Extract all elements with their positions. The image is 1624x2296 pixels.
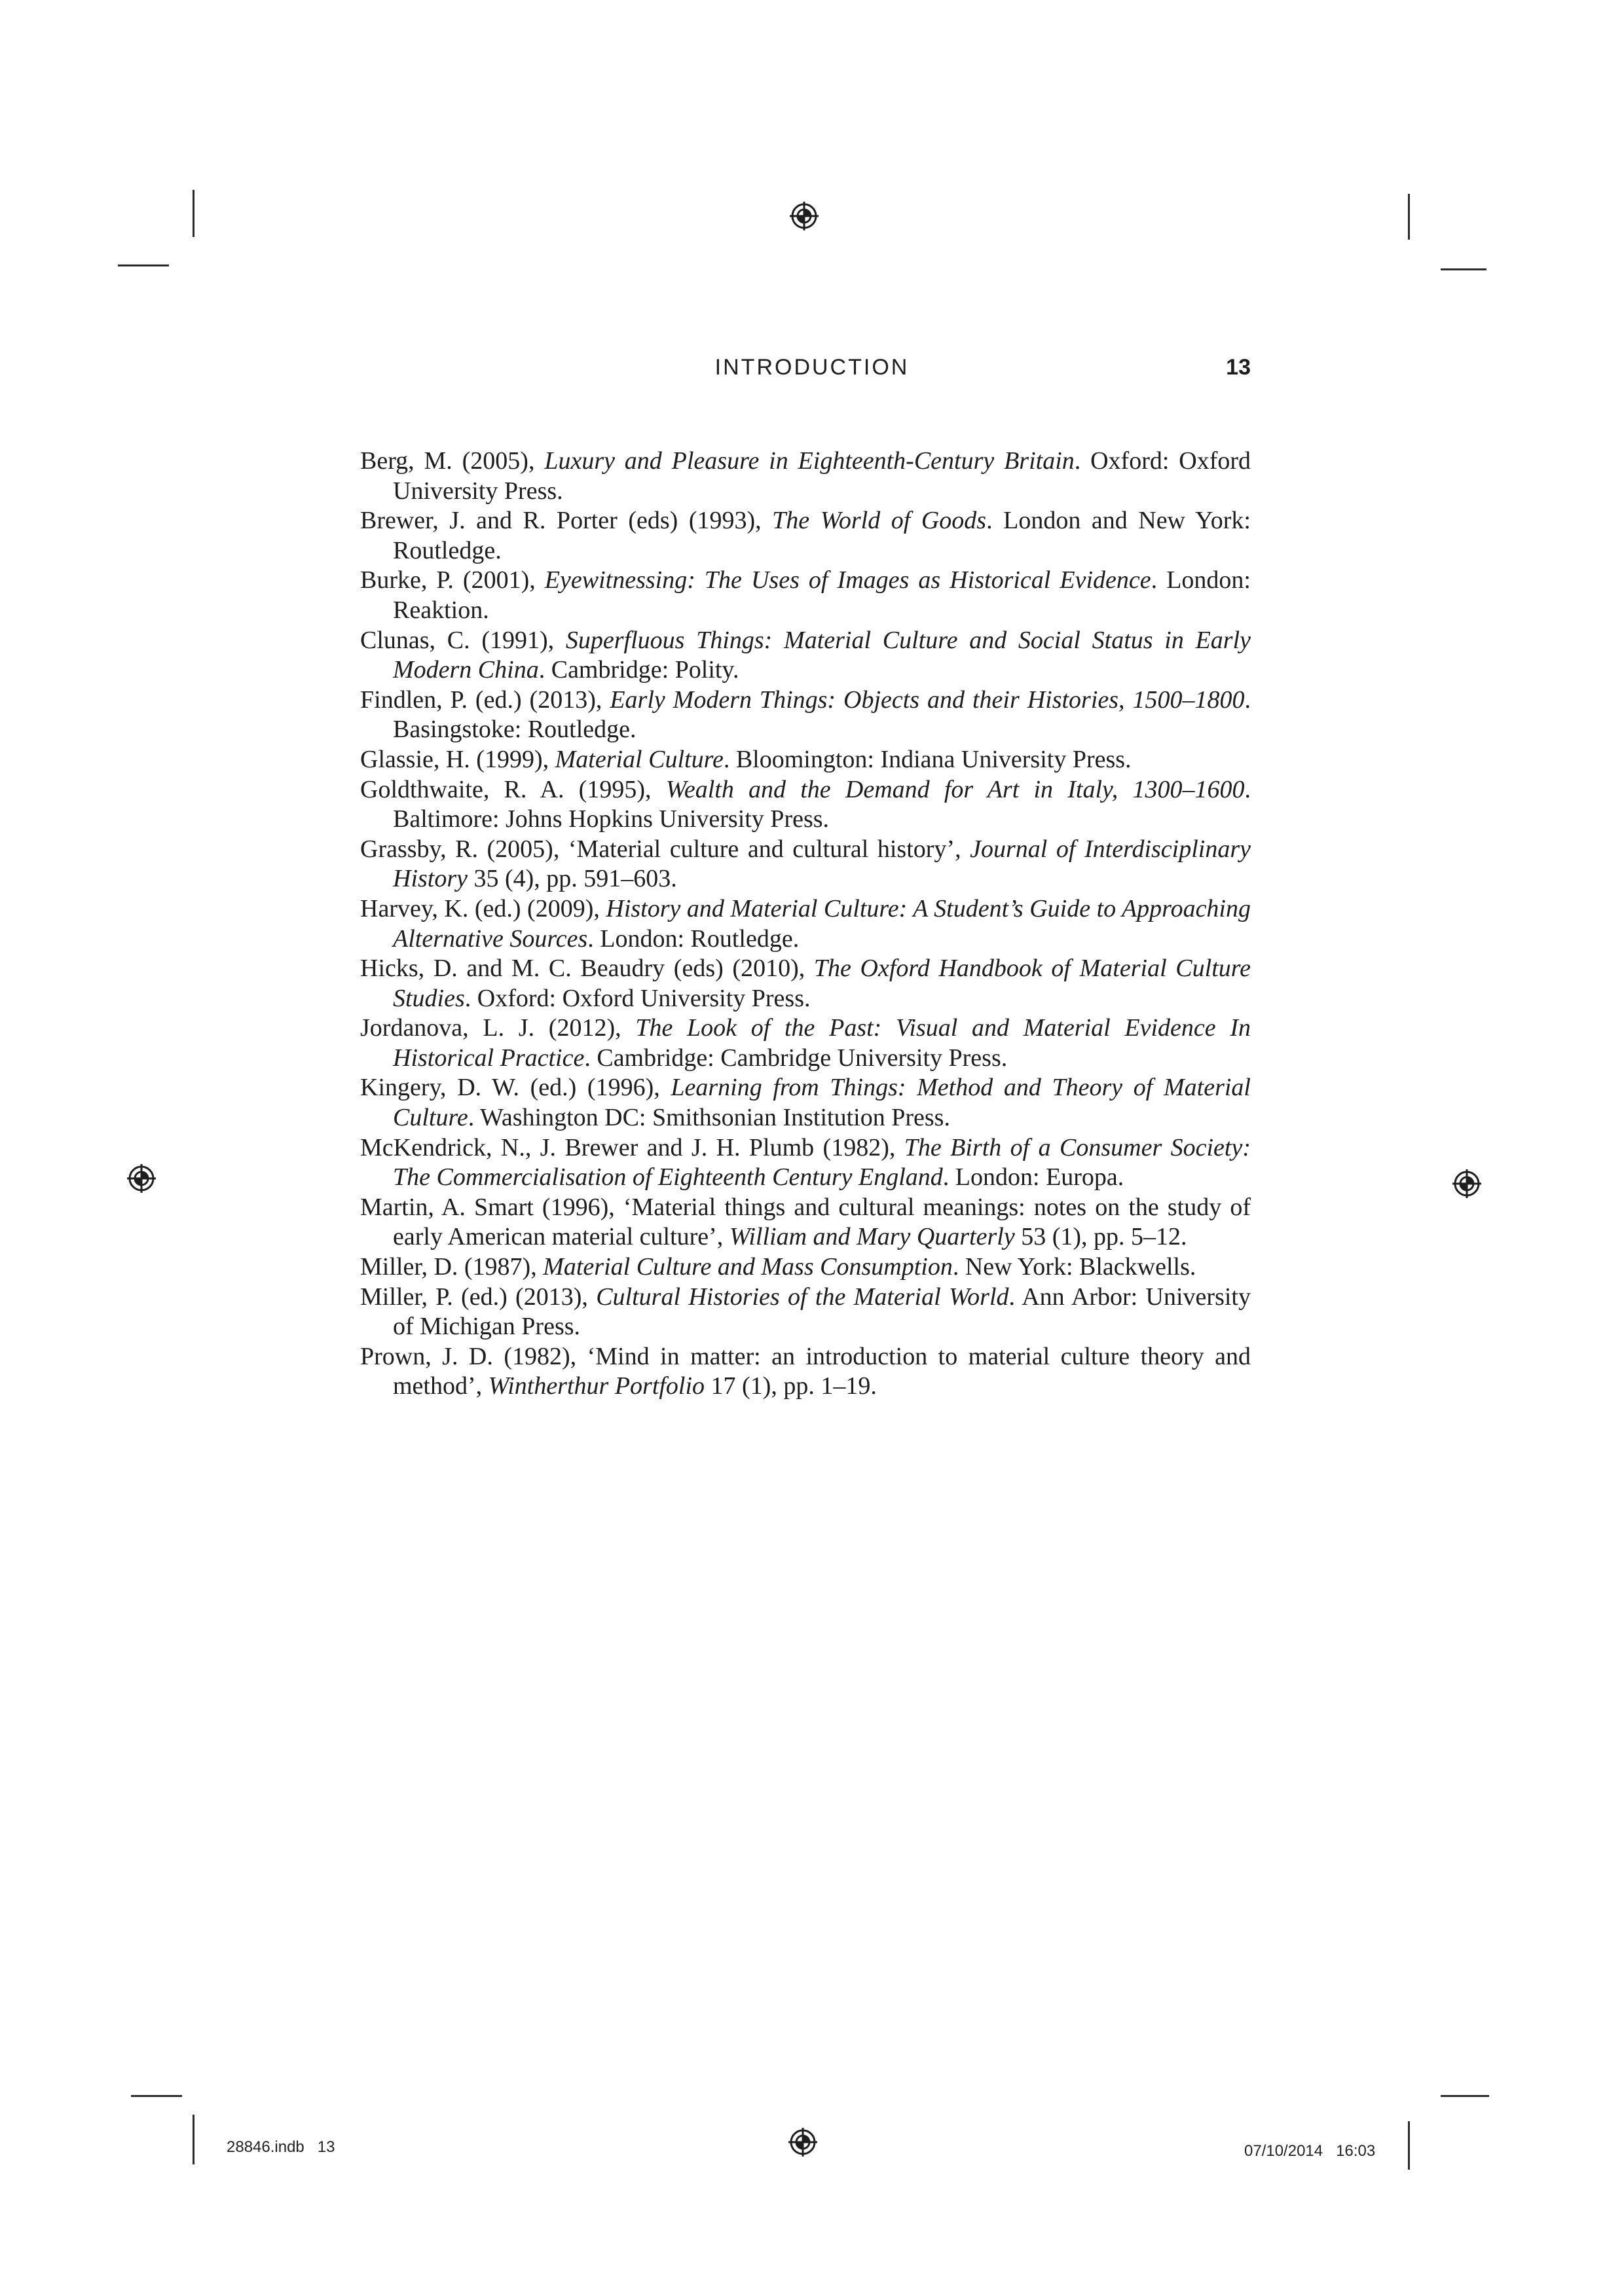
reference-publication: . Baltimore: Johns Hopkins University Press.: [393, 775, 1251, 833]
reference-entry: [360, 1013, 1251, 1073]
reference-publication: . London: Routledge.: [587, 924, 800, 953]
running-title: INTRODUCTION: [714, 355, 910, 380]
reference-authors-year: Burke, P. (2001),: [360, 566, 545, 594]
reference-authors-year: Martin, A. Smart (1996), ‘Material things and cultural meanings: notes on the study of early American material culture’,: [360, 1193, 1251, 1251]
reference-authors-year: Miller, D. (1987),: [360, 1253, 544, 1281]
reference-publication: . Basingstoke: Routledge.: [393, 685, 1251, 744]
crop-mark: [1408, 194, 1410, 240]
reference-authors-year: McKendrick, N., J. Brewer and J. H. Plumb (1982),: [360, 1133, 904, 1161]
page-number: 13: [1226, 355, 1251, 380]
reference-entry: [360, 626, 1251, 685]
reference-entry: [360, 566, 1251, 625]
reference-publication: . New York: Blackwells.: [952, 1253, 1196, 1281]
registration-mark-icon: [788, 200, 820, 232]
registration-mark-icon: [787, 2126, 819, 2158]
reference-title: The Oxford Handbook of Material Culture Studies: [393, 955, 1251, 1012]
slug-file: 28846.indb 13: [227, 2138, 335, 2156]
reference-title: Superfluous Things: Material Culture and Social Status in Early Modern China: [393, 626, 1251, 684]
reference-entry: [360, 1283, 1251, 1342]
reference-authors-year: Jordanova, L. J. (2012),: [360, 1014, 636, 1042]
reference-publication: . London: Europa.: [942, 1163, 1124, 1192]
reference-authors-year: Hicks, D. and M. C. Beaudry (eds) (2010),: [360, 955, 814, 983]
crop-mark: [1441, 2095, 1489, 2097]
reference-title: Material Culture: [555, 745, 724, 773]
reference-title: Wintherthur Portfolio: [488, 1372, 705, 1400]
reference-authors-year: Goldthwaite, R. A. (1995),: [360, 775, 666, 803]
reference-title: William and Mary Quarterly: [729, 1223, 1015, 1251]
reference-title: Wealth and the Demand for Art in Italy, 1300–1600: [665, 775, 1245, 803]
reference-list: [360, 446, 1251, 1402]
reference-authors-year: Clunas, C. (1991),: [360, 626, 566, 654]
reference-publication: . Bloomington: Indiana University Press.: [723, 745, 1132, 773]
reference-entry: [360, 894, 1251, 954]
crop-mark: [131, 2095, 182, 2097]
crop-mark: [118, 264, 169, 266]
reference-entry: [360, 446, 1251, 506]
reference-publication: . Cambridge: Polity.: [538, 656, 739, 684]
reference-authors-year: Glassie, H. (1999),: [360, 745, 555, 773]
reference-title: The Birth of a Consumer Society: The Commercialisation of Eighteenth Century England: [393, 1133, 1251, 1192]
reference-entry: [360, 745, 1251, 775]
reference-title: History and Material Culture: A Student’s Guide to Approaching Alternative Sources: [393, 894, 1251, 953]
reference-authors-year: Berg, M. (2005),: [360, 447, 545, 475]
reference-publication: . London and New York: Routledge.: [393, 507, 1251, 564]
reference-entry: [360, 506, 1251, 566]
slug-timestamp: 07/10/2014 16:03: [1244, 2142, 1376, 2160]
reference-publication: 53 (1), pp. 5–12.: [1014, 1223, 1187, 1251]
reference-title: Early Modern Things: Objects and their Histories, 1500–1800: [610, 685, 1245, 714]
reference-authors-year: Grassby, R. (2005), ‘Material culture and cultural history’,: [360, 835, 970, 863]
reference-title: The Look of the Past: Visual and Material Evidence In Historical Practice: [393, 1014, 1251, 1072]
reference-title: Learning from Things: Method and Theory of Material Culture: [393, 1074, 1251, 1132]
reference-publication: 35 (4), pp. 591–603.: [468, 865, 677, 893]
reference-entry: [360, 685, 1251, 745]
crop-mark: [193, 2115, 194, 2164]
reference-publication: . London: Reaktion.: [393, 566, 1251, 624]
reference-publication: . Oxford: Oxford University Press.: [464, 984, 811, 1012]
reference-authors-year: Findlen, P. (ed.) (2013),: [360, 685, 610, 714]
reference-authors-year: Harvey, K. (ed.) (2009),: [360, 894, 606, 922]
reference-entry: [360, 954, 1251, 1013]
reference-title: Luxury and Pleasure in Eighteenth-Century Britain: [544, 447, 1075, 475]
reference-entry: [360, 775, 1251, 835]
reference-title: Material Culture and Mass Consumption: [543, 1253, 953, 1281]
reference-entry: [360, 1252, 1251, 1283]
reference-publication: 17 (1), pp. 1–19.: [705, 1372, 877, 1400]
reference-authors-year: Brewer, J. and R. Porter (eds) (1993),: [360, 507, 773, 535]
reference-title: The World of Goods: [772, 507, 987, 535]
reference-entry: [360, 835, 1251, 894]
reference-title: Eyewitnessing: The Uses of Images as Historical Evidence: [544, 566, 1151, 594]
reference-entry: [360, 1342, 1251, 1402]
reference-title: Cultural Histories of the Material World: [596, 1283, 1009, 1311]
reference-authors-year: Prown, J. D. (1982), ‘Mind in matter: an introduction to material culture theory and method’,: [360, 1342, 1251, 1400]
reference-entry: [360, 1193, 1251, 1252]
crop-mark: [193, 190, 194, 237]
reference-publication: . Oxford: Oxford University Press.: [393, 447, 1251, 505]
crop-mark: [1441, 268, 1486, 270]
reference-entry: [360, 1133, 1251, 1193]
reference-publication: . Ann Arbor: University of Michigan Press.: [393, 1283, 1251, 1341]
registration-mark-icon: [1451, 1168, 1483, 1199]
reference-publication: . Cambridge: Cambridge University Press.: [584, 1044, 1008, 1072]
reference-authors-year: Miller, P. (ed.) (2013),: [360, 1283, 597, 1311]
registration-mark-icon: [126, 1163, 157, 1194]
crop-mark: [1408, 2121, 1410, 2170]
reference-entry: [360, 1073, 1251, 1133]
reference-authors-year: Kingery, D. W. (ed.) (1996),: [360, 1074, 671, 1102]
reference-title: Journal of Interdisciplinary History: [393, 835, 1251, 893]
reference-publication: . Washington DC: Smithsonian Institution Press.: [468, 1104, 950, 1132]
